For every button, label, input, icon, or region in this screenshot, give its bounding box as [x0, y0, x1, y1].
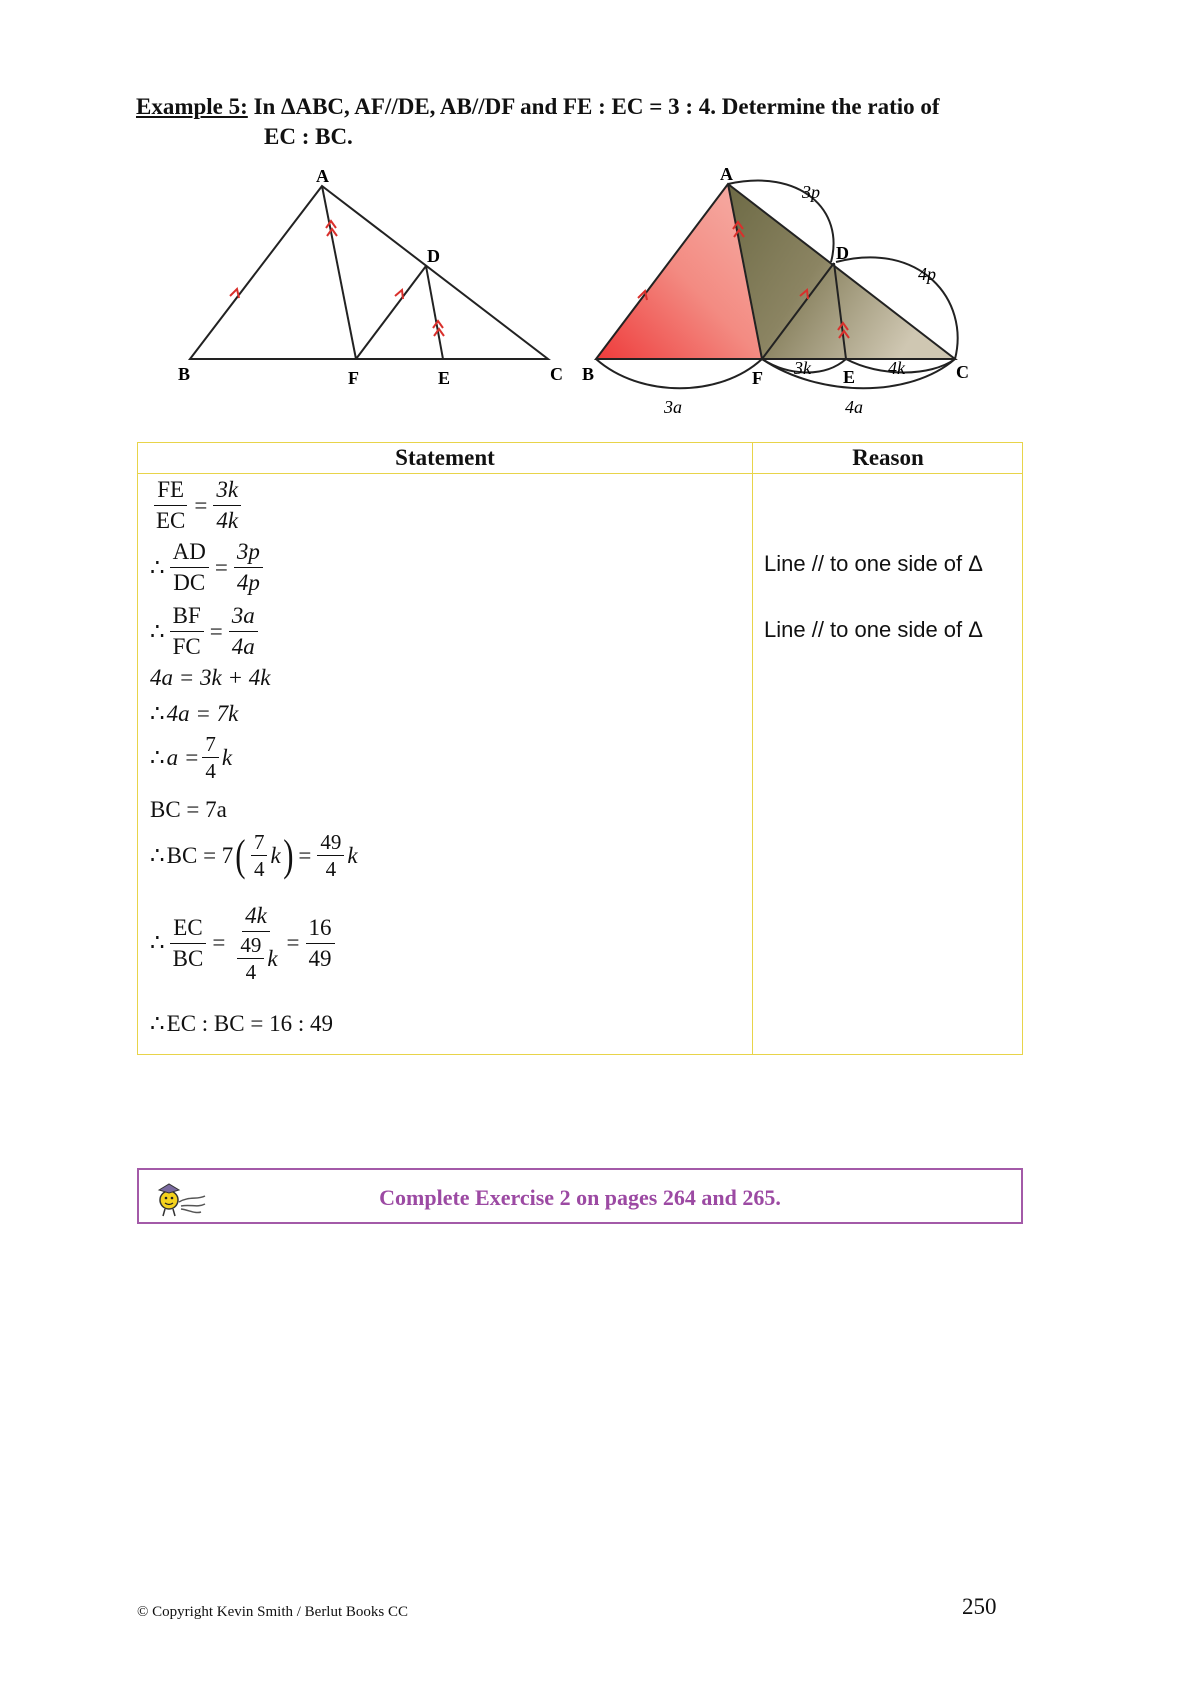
measure-4p: 4p [918, 264, 936, 284]
label-f-left: F [348, 368, 359, 388]
measure-3p: 3p [802, 182, 820, 202]
geometry-figures [0, 0, 1190, 440]
label-d-left: D [427, 246, 440, 266]
measure-4k: 4k [888, 358, 905, 378]
segment-af [322, 186, 356, 359]
step-9: ∴ $\frac{EC}{BC}$ = 4k $\frac{49}{4}$ k = $\frac{16}{49}$ [150, 903, 338, 983]
measure-3k: 3k [794, 358, 811, 378]
step-5: ∴ 4a = 7k [150, 701, 239, 726]
label-b-right: B [582, 364, 595, 384]
page-number: 250 [962, 1594, 997, 1619]
step-2: ∴ $\frac{AD}{DC}$ = $\frac{3p}{4p}$ [150, 539, 266, 596]
label-b-left: B [178, 364, 191, 384]
step-3: ∴ $\frac{BF}{FC}$ = $\frac{3a}{4a}$ [150, 603, 261, 660]
label-c-left: C [550, 364, 563, 384]
label-f-right: F [752, 368, 763, 388]
label-c-right: C [956, 362, 969, 382]
problem-text-line2: EC : BC. [264, 124, 353, 149]
copyright: © Copyright Kevin Smith / Berlut Books CC [137, 1604, 408, 1620]
proof-table [137, 442, 1023, 1055]
reason-header: Reason [852, 445, 924, 470]
measure-4a: 4a [845, 397, 863, 417]
step-4: 4a = 3k + 4k [150, 665, 271, 690]
reason-2: Line // to one side of Δ [764, 617, 983, 642]
exercise-box [137, 1168, 1023, 1224]
problem-text-line1: In ΔABC, AF//DE, AB//DF and FE : EC = 3 : 4. Determine the ratio of [253, 94, 940, 119]
parallel-marks-left [230, 221, 444, 336]
example-label: Example 5: [136, 94, 248, 119]
step-7: BC = 7a [150, 797, 227, 822]
label-a-right: A [720, 164, 733, 184]
label-e-left: E [438, 368, 451, 388]
segment-fd [356, 266, 426, 359]
measure-3a: 3a [664, 397, 682, 417]
figure-left [190, 186, 548, 359]
label-e-right: E [843, 367, 856, 387]
step-10: ∴ EC : BC = 16 : 49 [150, 1011, 333, 1036]
step-6: ∴ a = $\frac{7}{4}$ k [150, 732, 233, 783]
label-a-left: A [316, 166, 329, 186]
step-8: ∴ BC = 7 ( $\frac{7}{4}$ k ) = $\frac{49}{4}$ k [150, 830, 358, 881]
exercise-text: Complete Exercise 2 on pages 264 and 265. [379, 1185, 781, 1210]
triangle-abc [190, 186, 548, 359]
segment-de [426, 266, 443, 359]
reason-1: Line // to one side of Δ [764, 551, 983, 576]
label-d-right: D [836, 243, 849, 263]
statement-header: Statement [395, 445, 495, 470]
step-1: $\frac{FE}{EC}$ = $\frac{3k}{4k}$ [150, 477, 244, 534]
